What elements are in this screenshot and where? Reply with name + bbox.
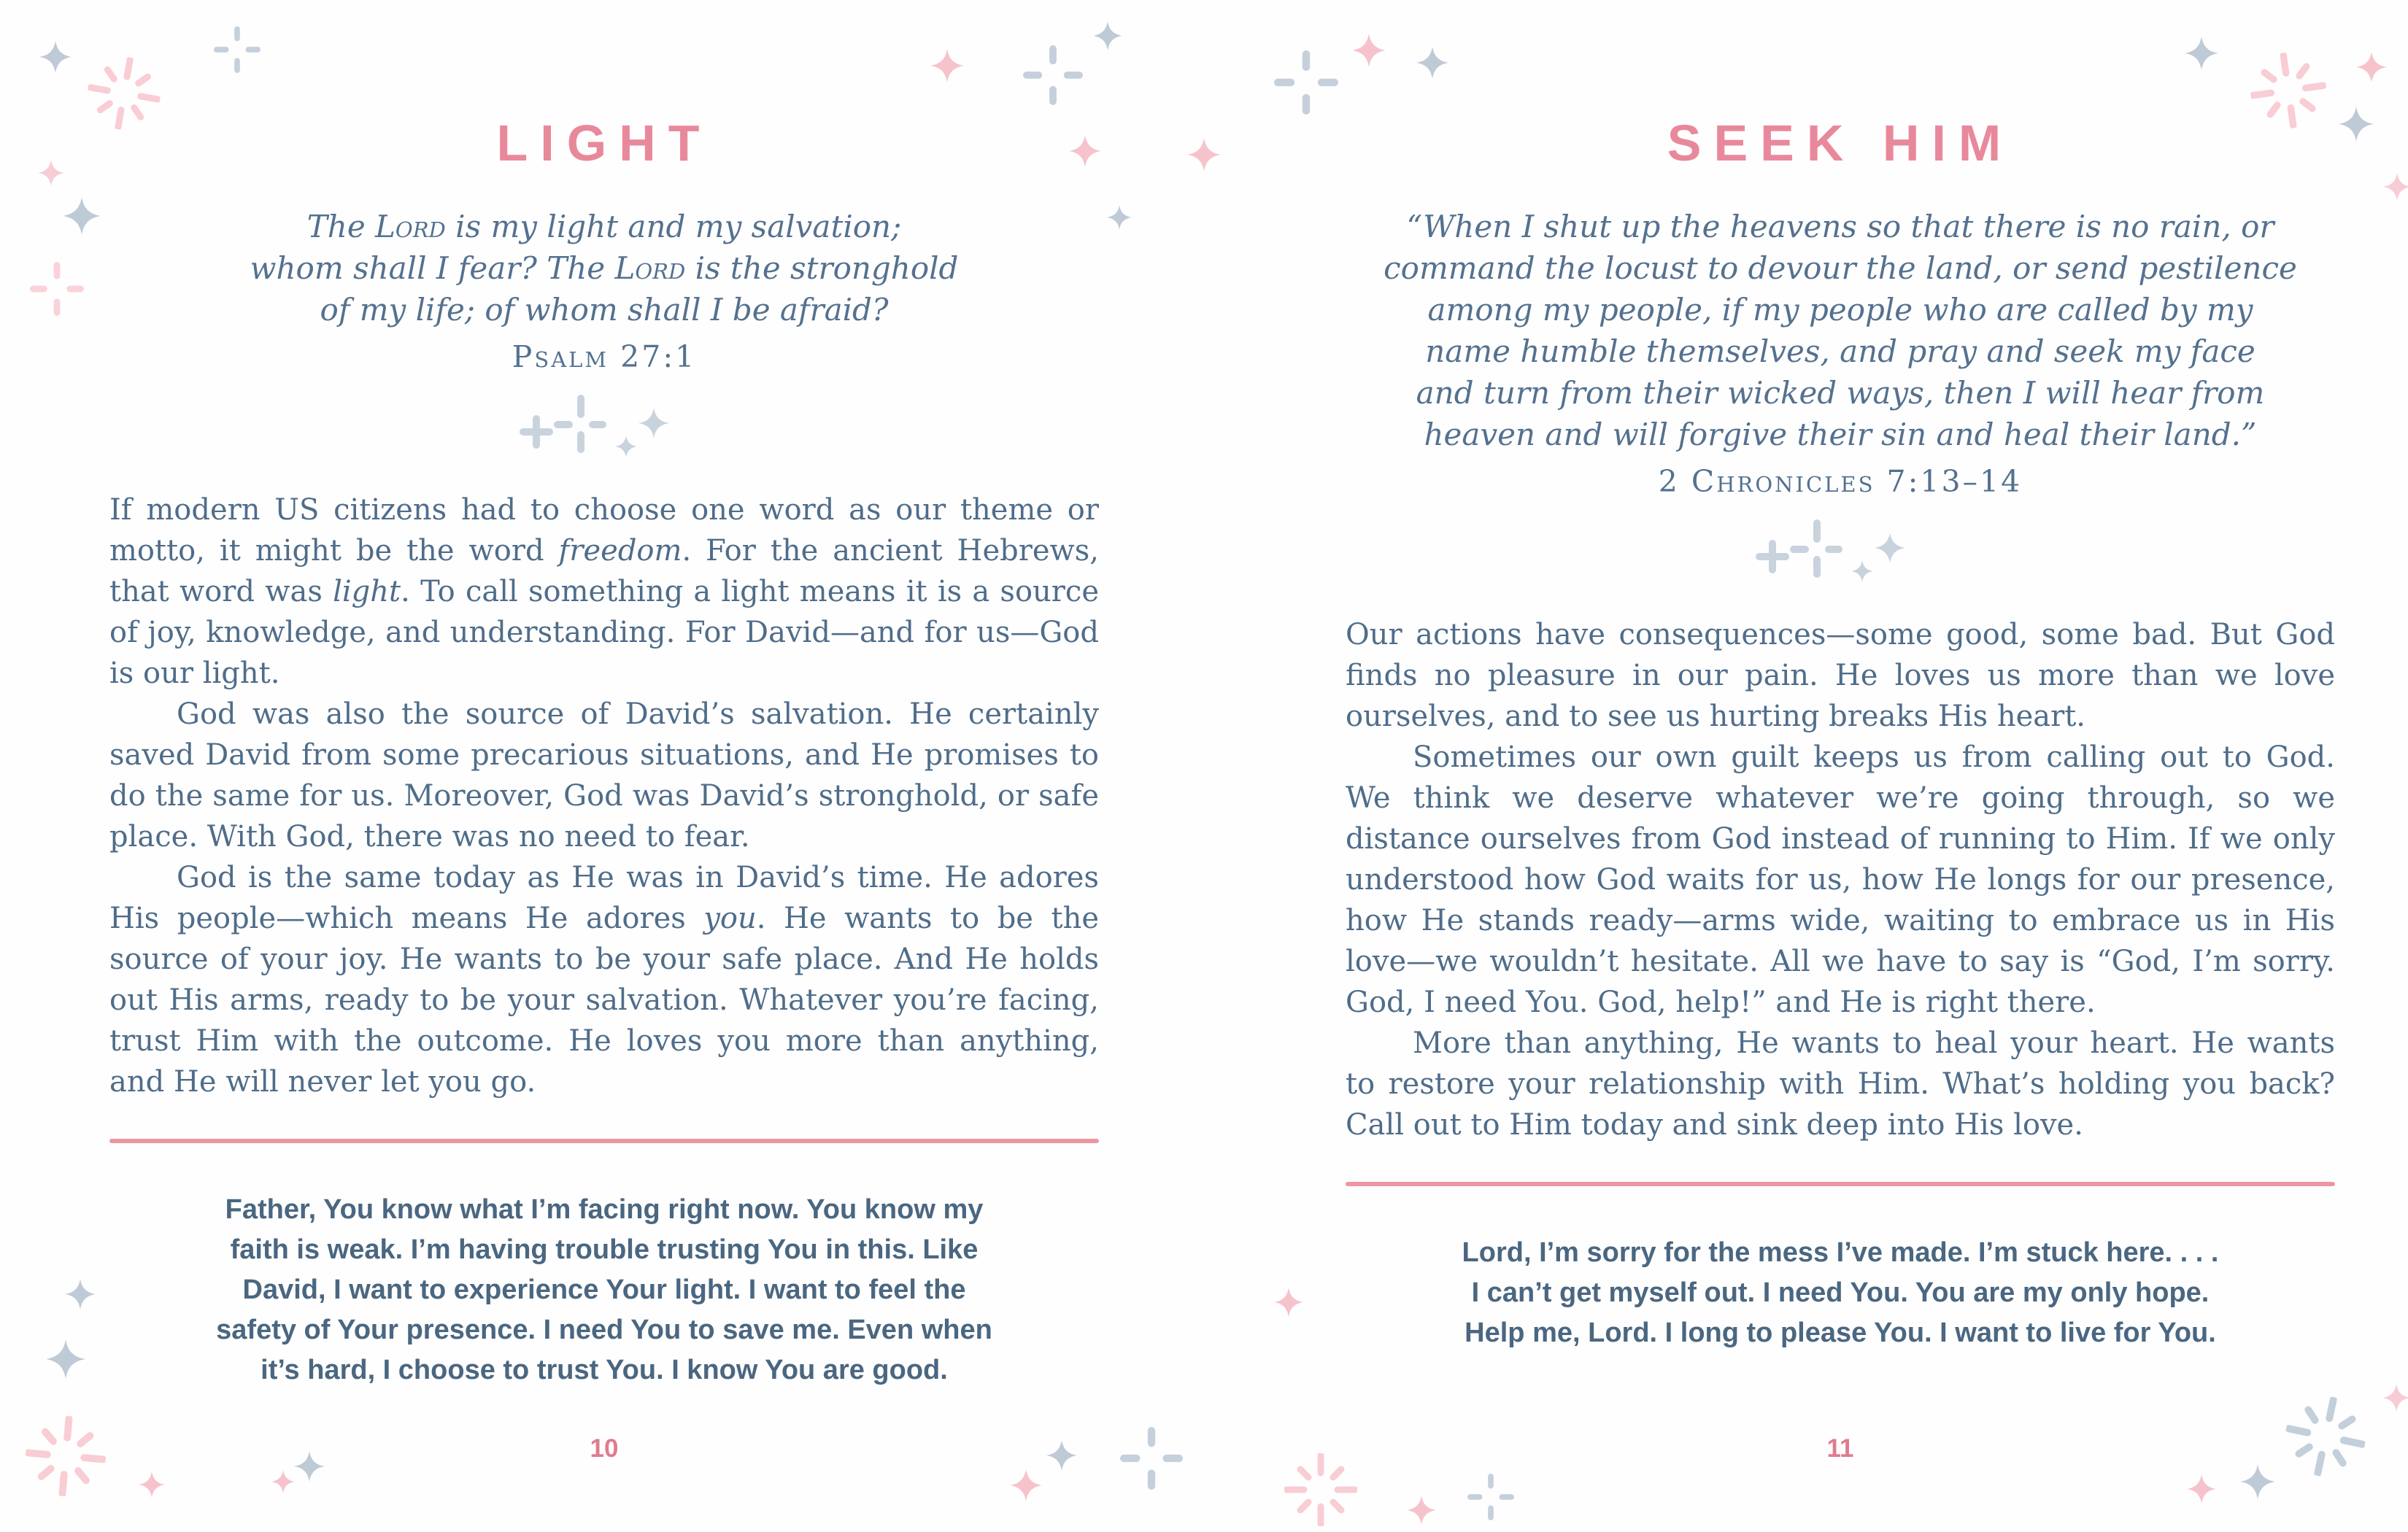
star4-sparkle-icon xyxy=(65,1279,96,1309)
body-paragraph: God is the same today as He was in David’s time. He adores His people—which means He adores you. He wants to be the source of your joy. He wants to be your safe place. And He holds out His arms, ready to be your salvation. Whatever you’re facing, trust Him with the outcome. He loves you more than anything, and He will never let you go. xyxy=(109,861,1100,1099)
burst-sparkle-icon xyxy=(22,1412,109,1499)
sparkle-cluster-ornament xyxy=(109,393,1099,463)
body-paragraph: More than anything, He wants to heal your heart. He wants to restore your relationship with Him. What’s holding you back? Call out to Him today and sink deep into His love. xyxy=(1346,1026,2335,1142)
star4-sparkle-icon xyxy=(1274,1288,1303,1317)
star4-sparkle-icon xyxy=(1187,138,1221,171)
star4-sparkle-icon xyxy=(1107,205,1132,230)
left-page xyxy=(109,0,1099,1532)
text-line: I can’t get myself out. I need You. You are my only hope. xyxy=(1471,1277,2210,1308)
star4-sparkle-icon xyxy=(2382,1384,2408,1412)
star4-sparkle-icon xyxy=(46,1339,85,1379)
page-title: LIGHT xyxy=(496,115,712,171)
page-number: 10 xyxy=(590,1434,619,1463)
text-line: of my life; of whom shall I be afraid? xyxy=(320,292,889,328)
text-line: Help me, Lord. I long to please You. I want to live for You. xyxy=(1465,1318,2216,1348)
text-line: it’s hard, I choose to trust You. I know You are good. xyxy=(261,1355,948,1385)
text-line: “When I shut up the heavens so that there is no rain, or xyxy=(1406,209,2274,244)
body-paragraph: Sometimes our own guilt keeps us from calling out to God. We think we deserve whatever we’re going through, so we distance ourselves from God instead of running to Him. If we only understood how God waits for us, how He longs for our presence, how He stands ready—arms wide, waiting to embrace us in His love—we wouldn’t hesitate. All we have to say is “God, I’m sorry. God, I need You. God, help!” and He is right there. xyxy=(1346,740,2335,1019)
text-line: among my people, if my people who are called by my xyxy=(1427,292,2253,328)
scripture-quote xyxy=(1346,206,2335,455)
body-paragraph: Our actions have consequences—some good, some bad. But God finds no pleasure in our pain. He loves us more than we love ourselves, and to see us hurting breaks His heart. xyxy=(1346,618,2335,733)
text-line: The Lord is my light and my salvation; xyxy=(306,209,902,244)
text-line: name humble themselves, and pray and seek my face xyxy=(1425,333,2255,369)
text-line: whom shall I fear? The Lord is the stronghold xyxy=(250,250,959,286)
text-line: heaven and will forgive their sin and heal their land.” xyxy=(1424,417,2257,452)
cross-sparkle-icon xyxy=(1120,1427,1183,1490)
star4-sparkle-icon xyxy=(2339,107,2374,142)
star4-sparkle-icon xyxy=(38,160,64,186)
text-line: faith is weak. I’m having trouble trusting You in this. Like xyxy=(230,1234,979,1265)
star4-sparkle-icon xyxy=(2383,173,2408,201)
scripture-quote xyxy=(109,206,1099,330)
devotional-body xyxy=(109,490,1099,1102)
cross-sparkle-icon xyxy=(30,262,84,316)
prayer-text xyxy=(1346,1233,2335,1353)
section-divider xyxy=(1346,1182,2335,1186)
prayer-text xyxy=(109,1190,1099,1390)
text-line: Lord, I’m sorry for the mess I’ve made. I’m stuck here. . . . xyxy=(1462,1237,2219,1268)
body-paragraph: If modern US citizens had to choose one word as our theme or motto, it might be the word freedom. For the ancient Hebrews, that word was light. To call something a light means it is a source of joy, knowledge, and understanding. For David—and for us—God is our light. xyxy=(109,493,1099,690)
page-title: SEEK HIM xyxy=(1667,115,2014,171)
text-line: Father, You know what I’m facing right now. You know my xyxy=(225,1194,984,1225)
star4-sparkle-icon xyxy=(39,41,72,73)
devotional-body xyxy=(1346,614,2335,1145)
star4-sparkle-icon xyxy=(63,197,101,235)
scripture-reference: 2 Chronicles 7:13–14 xyxy=(1658,464,2023,499)
page-number: 11 xyxy=(1826,1434,1854,1463)
body-paragraph: God was also the source of David’s salvation. He certainly saved David from some precarious situations, and He promises to do the same for us. Moreover, God was David’s stronghold, or safe place. With God, there was no need to fear. xyxy=(109,697,1099,854)
cross-sparkle-icon xyxy=(1274,50,1338,115)
right-page xyxy=(1346,0,2335,1532)
text-line: safety of Your presence. I need You to save me. Even when xyxy=(216,1315,992,1345)
text-line: and turn from their wicked ways, then I will hear from xyxy=(1416,375,2265,411)
text-line: command the locust to devour the land, or send pestilence xyxy=(1384,250,2297,286)
section-divider xyxy=(109,1139,1099,1143)
scripture-reference: Psalm 27:1 xyxy=(512,339,697,374)
star4-sparkle-icon xyxy=(2356,52,2387,82)
text-line: David, I want to experience Your light. I want to feel the xyxy=(242,1274,966,1305)
sparkle-cluster-ornament xyxy=(1346,518,2335,588)
